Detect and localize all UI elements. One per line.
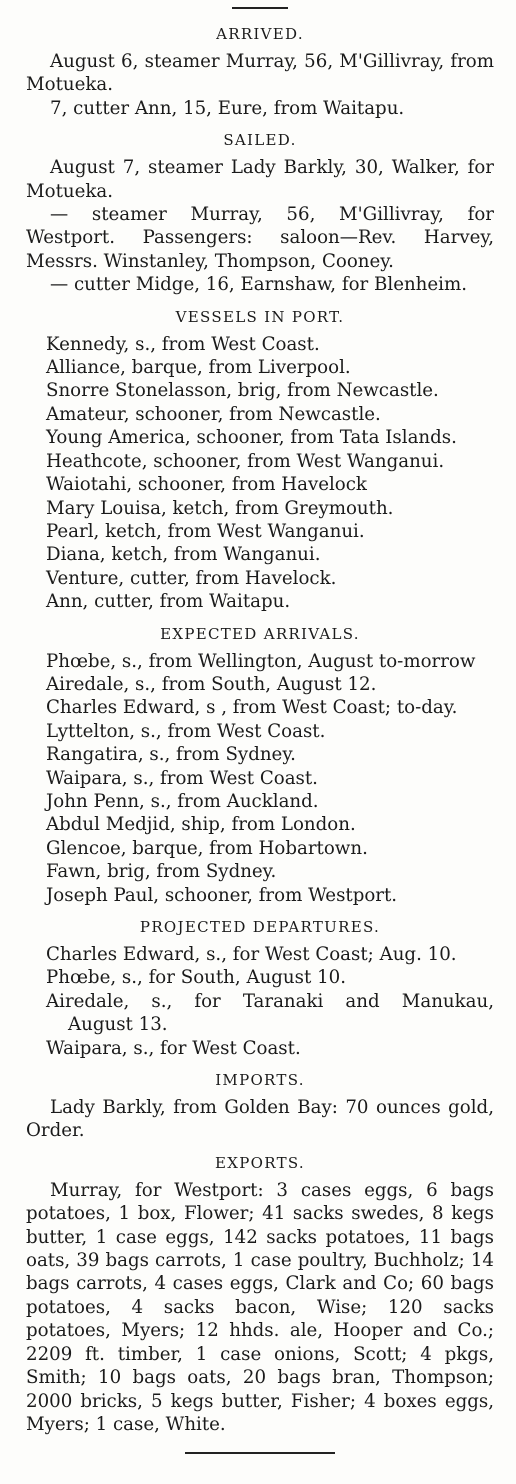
arrived-entry: 7, cutter Ann, 15, Eure, from Waitapu.	[50, 97, 405, 119]
bottom-rule	[185, 1452, 335, 1454]
imports-section	[26, 1069, 494, 1143]
list-item: Pearl, ketch, from West Wanganui.	[46, 520, 365, 542]
list-item: Heathcote, schooner, from West Wanganui.	[46, 450, 445, 472]
sailed-entry: — cutter Midge, 16, Earnshaw, for Blenheim.	[50, 274, 468, 296]
list-item: Glencoe, barque, from Hobartown.	[46, 837, 368, 859]
sailed-section	[26, 129, 494, 296]
arrived-heading: ARRIVED.	[216, 25, 304, 43]
vessels-in-port-section	[26, 306, 494, 614]
list-item: Charles Edward, s , from West Coast; to-day.	[46, 697, 458, 719]
list-item: Venture, cutter, from Havelock.	[46, 567, 337, 589]
top-rule	[232, 7, 288, 9]
list-item-continuation: August 13.	[68, 1014, 168, 1036]
exports-heading: EXPORTS.	[215, 1153, 305, 1172]
list-item: Young America, schooner, from Tata Islands.	[46, 427, 457, 449]
list-item: Fawn, brig, from Sydney.	[46, 861, 277, 883]
list-item: Charles Edward, s., for West Coast; Aug. 10.	[46, 944, 457, 965]
list-item: Ann, cutter, from Waitapu.	[46, 591, 291, 613]
expected-arrivals-section	[26, 623, 494, 907]
list-item: Waipara, s., for West Coast.	[46, 1037, 301, 1059]
arrived-section	[26, 23, 494, 120]
vessels-in-port-list	[26, 333, 494, 614]
imports-heading: IMPORTS.	[215, 1071, 305, 1090]
list-item: Phœbe, s., for South, August 10.	[46, 967, 346, 989]
projected-departures-section	[26, 916, 494, 1060]
list-item: Abdul Medjid, ship, from London.	[46, 814, 356, 836]
list-item: Amateur, schooner, from Newcastle.	[46, 403, 381, 425]
list-item: Waipara, s., from West Coast.	[46, 767, 318, 789]
imports-text: Lady Barkly, from Golden Bay: 70 ounces gold, Order.	[26, 1097, 494, 1142]
list-item: Diana, ketch, from Wanganui.	[46, 544, 321, 566]
sailed-entry: — steamer Murray, 56, M'Gillivray, for Westport. Passengers: saloon—Rev. Harvey, Messrs. Winstanley, Thompson, Cooney.	[26, 204, 494, 272]
projected-departures-heading: PROJECTED DEPARTURES.	[139, 918, 381, 936]
arrived-entry: August 6, steamer Murray, 56, M'Gillivray, from Motueka.	[26, 51, 494, 96]
list-item: Airedale, s., from South, August 12.	[46, 673, 377, 695]
expected-arrivals-heading: EXPECTED ARRIVALS.	[160, 624, 360, 643]
list-item: John Penn, s., from Auckland.	[46, 790, 319, 812]
list-item: Snorre Stonelasson, brig, from Newcastle.	[46, 380, 439, 402]
sailed-heading: SAILED.	[223, 131, 297, 150]
list-item: Joseph Paul, schooner, from Westport.	[46, 884, 398, 906]
projected-departures-list	[26, 943, 494, 1060]
list-item: Kennedy, s., from West Coast.	[46, 333, 320, 355]
list-item: Waiotahi, schooner, from Havelock	[46, 474, 367, 496]
list-item: Rangatira, s., from Sydney.	[46, 744, 296, 766]
sailed-entry: August 7, steamer Lady Barkly, 30, Walker, for Motueka.	[26, 157, 494, 202]
vessels-in-port-heading: VESSELS IN PORT.	[175, 307, 345, 326]
list-item: Airedale, s., for Taranaki and Manukau,	[46, 990, 494, 1012]
list-item: Mary Louisa, ketch, from Greymouth.	[46, 497, 394, 519]
exports-section	[26, 1152, 494, 1436]
list-item: Lyttelton, s., from West Coast.	[46, 720, 326, 742]
exports-text: Murray, for Westport: 3 cases eggs, 6 bags potatoes, 1 box, Flower; 41 sacks swedes, 8 kegs butter, 1 case eggs, 142 sacks potatoes, 11 bags oats, 39 bags carrots, 1 case poultry, Buchholz; 14 bags carrots, 4 cases eggs, Clark and Co; 60 bags potatoes, 4 sacks bacon, Wise; 120 sacks potatoes, Myers; 12 hhds. ale, Hooper and Co.; 2209 ft. timber, 1 case onions, Scott; 4 pkgs, Smith; 10 bags oats, 20 bags bran, Thompson; 2000 bricks, 5 kegs butter, Fisher; 4 boxes eggs, Myers; 1 case, White.	[26, 1179, 494, 1435]
list-item: Phœbe, s., from Wellington, August to-morrow	[46, 650, 476, 672]
expected-arrivals-list	[26, 650, 494, 907]
list-item: Alliance, barque, from Liverpool.	[46, 357, 351, 379]
